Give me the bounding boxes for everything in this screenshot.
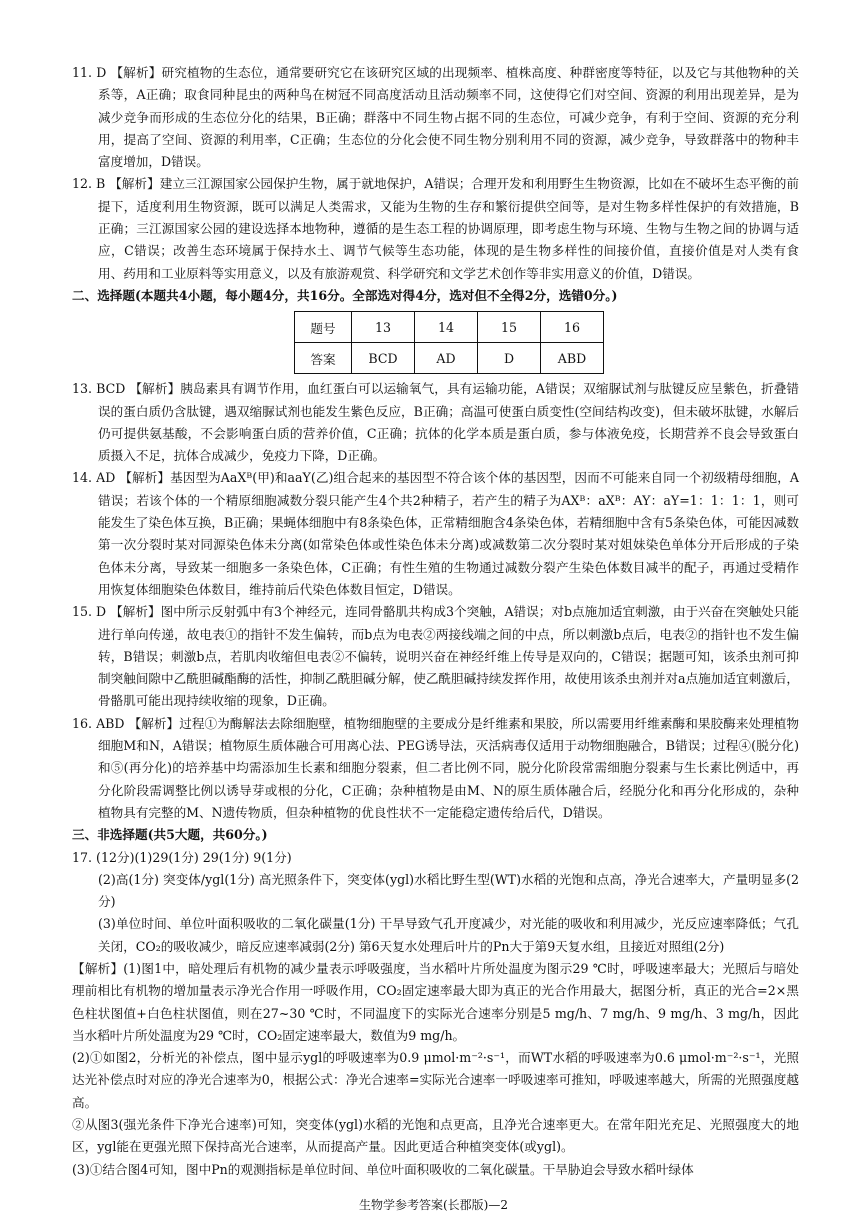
table-cell: 16	[541, 312, 604, 343]
table-cell: D	[478, 343, 541, 374]
analysis-q17-part2: (2)①如图2，分析光的补偿点，图中显示ygl的呼吸速率为0.9 μmol·m⁻²·s⁻¹，而WT水稻的呼吸速率为0.6 μmol·m⁻²·s⁻¹，光照达光补偿点时对应的净光合速率为0，根据公式：净光合速率=实际光合速率一呼吸速率可推知，呼吸速率越大，所需的光照强度越高。	[72, 1050, 799, 1110]
answer-q17-part2: (2)高(1分) 突变体/ygl(1分) 高光照条件下，突变体(ygl)水稻比野生型(WT)水稻的光饱和点高，净光合速率大，产量明显多(2分)	[98, 871, 799, 910]
answer-q16: 16. ABD 【解析】过程①为酶解法去除细胞壁，植物细胞壁的主要成分是纤维素和果胶，所以需要用纤维素酶和果胶酶来处理植物细胞M和N，A错误；植物原生质体融合可用离心法、PEG诱导法，灭活病毒仅适用于动物细胞融合，B错误；过程④(脱分化)和⑤(再分化)的培养基中均需添加生长素和细胞分裂素，但二者比例不同，脱分化阶段常需细胞分裂素与生长素比例适中，再分化阶段需调整比例以诱导芽或根的分化，C正确；杂种植物是由M、N的原生质体融合后，经脱分化和再分化形成的，杂种植物具有完整的M、N遗传物质，但杂种植物的优良性状不一定能稳定遗传给后代，D错误。	[72, 715, 799, 820]
answer-q14: 14. AD 【解析】基因型为AaXᴮ(甲)和aaY(乙)组合起来的基因型不符合该个体的基因型，因而不可能来自同一个初级精母细胞，A错误；若该个体的一个精原细胞减数分裂只能产生4个共2种精子，若产生的精子为AXᴮ：aXᴮ：AY：aY=1：1：1：1，则可能发生了染色体互换，B正确；果蝇体细胞中有8条染色体，正常精细胞含4条染色体，若精细胞中含有5条染色体，可能因减数第一次分裂时某对同源染色体未分离(如常染色体或性染色体未分离)或减数第二次分裂时某对姐妹染色单体分开后形成的子染色体未分离，导致某一细胞多一条染色体，C正确；有性生殖的生物通过减数分裂产生染色体数目减半的配子，再通过受精作用恢复体细胞染色体数目，维持前后代染色体数目恒定，D错误。	[72, 470, 799, 597]
answer-q15: 15. D 【解析】图中所示反射弧中有3个神经元，连同骨骼肌共构成3个突触，A错误；对b点施加适宜刺激，由于兴奋在突触处只能进行单向传递，故电表①的指针不发生偏转，而b点为电表②两接线端之间的中点，所以刺激b点后，电表②的指针也不发生偏转，B错误；刺激b点，若肌肉收缩但电表②不偏转，说明兴奋在神经纤维上传导是双向的，C错误；据题可知，该杀虫剂可抑制突触间隙中乙酰胆碱酯酶的活性，抑制乙酰胆碱分解，使乙酰胆碱持续发挥作用，故使用该杀虫剂并对a点施加适宜刺激后，骨骼肌可能出现持续收缩的现象，D正确。	[72, 604, 799, 709]
table-cell: 13	[352, 312, 415, 343]
table-row	[295, 312, 604, 343]
answer-q17-part3: (3)单位时间、单位叶面积吸收的二氧化碳量(1分) 干旱导致气孔开度减少，对光能的吸收和利用减少，光反应速率降低；气孔关闭，CO₂的吸收减少，暗反应速率减弱(2分) 第6天复水处理后叶片的Pn大于第9天复水组，且接近对照组(2分)	[98, 916, 799, 954]
analysis-q17-part1: 【解析】(1)图1中，暗处理后有机物的减少量表示呼吸强度，当水稻叶片所处温度为图示29 ℃时，呼吸速率最大；光照后与暗处理前相比有机物的增加量表示净光合作用一呼吸作用，CO₂固定速率最大即为真正的光合作用最大，据图分析，真正的光合=2×黑色柱状图值+白色柱状图值，则在27~30 ℃时，不同温度下的实际光合速率分别是5 mg/h、7 mg/h、9 mg/h、3 mg/h，因此当水稻叶片所处温度为29 ℃时，CO₂固定速率最大，数值为9 mg/h。	[72, 960, 799, 1043]
table-cell: AD	[415, 343, 478, 374]
answer-q13: 13. BCD 【解析】胰岛素具有调节作用，血红蛋白可以运输氧气，具有运输功能，A错误；双缩脲试剂与肽键反应呈紫色，折叠错误的蛋白质仍含肽键，遇双缩脲试剂也能发生紫色反应，B正确；高温可使蛋白质变性(空间结构改变)，但未破坏肽键，水解后仍可提供氨基酸，不会影响蛋白质的营养价值，C正确；抗体的化学本质是蛋白质，参与体液免疫，长期营养不良会导致蛋白质摄入不足，抗体合成减少，免疫力下降，D正确。	[72, 381, 799, 464]
answer-q11: 11. D 【解析】研究植物的生态位，通常要研究它在该研究区域的出现频率、植株高度、种群密度等特征，以及它与其他物种的关系等，A正确；取食同种昆虫的两种鸟在树冠不同高度活动且活动频率不同，这使得它们对空间、资源的利用出现差异，是为减少竞争而形成的生态位分化的结果，B正确；群落中不同生物占据不同的生态位，可减少竞争，有利于空间、资源的充分利用，提高了空间、资源的利用率，C正确；生态位的分化会使不同生物分别利用不同的资源，减少竞争，导致群落中的物种丰富度增加，D错误。	[72, 65, 799, 170]
table-cell: BCD	[352, 343, 415, 374]
answer-q12: 12. B 【解析】建立三江源国家公园保护生物，属于就地保护，A错误；合理开发和利用野生生物资源，比如在不破坏生态平衡的前提下，适度利用生物资源，既可以满足人类需求，又能为生物的生存和繁衍提供空间等，是对生物多样性保护的有效措施，B正确；三江源国家公园的建设选择本地物种，遵循的是生态工程的协调原理，即考虑生物与环境、生物与生物之间的协调与适应，C错误；改善生态环境属于保持水土、调节气候等生态功能，体现的是生物多样性的间接价值，直接价值是对人类有食用、药用和工业原料等实用意义，以及有旅游观赏、科学研究和文学艺术创作等非实用意义的价值，D错误。	[72, 176, 799, 281]
table-cell: 14	[415, 312, 478, 343]
section-2-heading: 二、选择题(本题共4小题，每小题4分，共16分。全部选对得4分，选对但不全得2分，选错0分。)	[72, 287, 618, 303]
table-answer-label: 答案	[295, 343, 352, 374]
analysis-q17-part2b: ②从图3(强光条件下净光合速率)可知，突变体(ygl)水稻的光饱和点更高，且净光合速率更大。在常年阳光充足、光照强度大的地区，ygl能在更强光照下保持高光合速率，从而提高产量。因此更适合种植突变体(或ygl)。	[72, 1117, 799, 1155]
answer-q17-part1: 17. (12分)(1)29(1分) 29(1分) 9(1分)	[72, 849, 292, 865]
analysis-q17-part3: (3)①结合图4可知，图中Pn的观测指标是单位时间、单位叶面积吸收的二氧化碳量。干旱胁迫会导致水稻叶绿体	[72, 1161, 694, 1177]
page-footer: 生物学参考答案(长郡版)—2	[359, 1198, 508, 1212]
table-cell: 15	[478, 312, 541, 343]
table-header-label: 题号	[295, 312, 352, 343]
answer-table	[294, 311, 604, 374]
table-row	[295, 343, 604, 374]
section-3-heading: 三、非选择题(共5大题，共60分。)	[72, 827, 268, 843]
table-cell: ABD	[541, 343, 604, 374]
